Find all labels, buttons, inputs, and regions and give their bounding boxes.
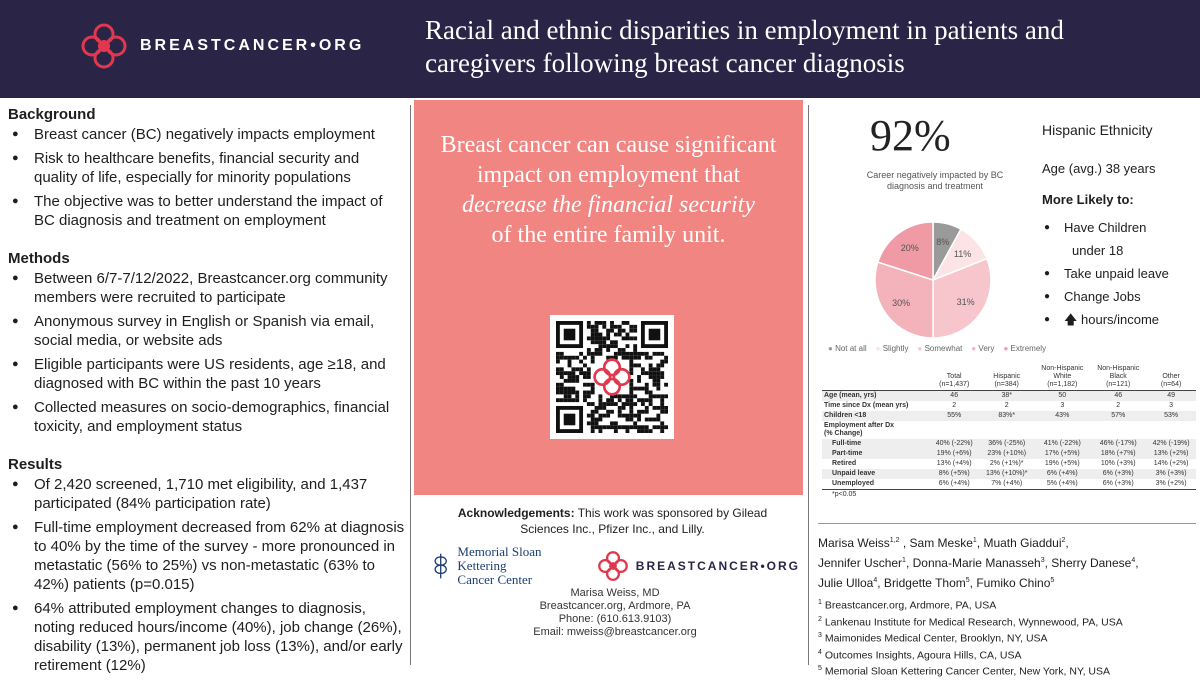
list-item: ● Have Children [1042, 216, 1200, 239]
affiliation-item: $^5$ Memorial Sloan Kettering Cancer Center, New York, NY, USA [818, 665, 1111, 678]
results-heading: Results [8, 456, 63, 473]
more-likely-heading: More Likely to: [1042, 192, 1134, 207]
affiliation-item: $^3$ Maimonides Medical Center, Brooklyn, NY, USA [818, 632, 1048, 645]
big-stat-caption: Career negatively impacted by BC diagnosis and treatment [866, 170, 1004, 191]
legend-swatch-icon: ● [828, 344, 836, 353]
knot-logo-icon [78, 20, 130, 72]
callout-italic: decrease the financial security [461, 192, 755, 218]
demographics-table [822, 364, 1196, 500]
affiliation-item: $^2$ Lankenau Institute for Medical Research, Wynnewood, PA, USA [818, 615, 1123, 628]
affiliation-item: $^1$ Breastcancer.org, Ardmore, PA, USA [818, 599, 997, 612]
author-list: Marisa Weiss$^{1,2}$ , Sam Meske$^1$, Muath Giaddui$^2$, Jennifer Uscher$^1$, Donna-Marie Manasseh$^3$, Sherry Danese$^4$, Julie Ulloa$^4$, Bridgette Thom$^5$, Fumiko Chino$^5$ [818, 536, 1139, 590]
legend-swatch-icon: ● [971, 344, 979, 353]
sponsor-logos [430, 544, 800, 587]
qr-code-icon [556, 321, 668, 433]
left-column [8, 105, 406, 680]
table-row: Age (mean, yrs) 46 38* 50 46 49 [822, 391, 1196, 402]
table-row: Retired 13% (+4%) 2% (+1%)* 19% (+5%) 10% (+3%) 14% (+2%) [832, 460, 1189, 467]
pie-data-label: 31% [956, 297, 975, 308]
legend-entry [918, 344, 963, 353]
contact-name: Marisa Weiss, MD [570, 587, 660, 599]
legend-entry [971, 344, 994, 353]
callout-text [414, 130, 803, 250]
callout-panel [414, 100, 803, 495]
hours-income-label: hours/income [1081, 312, 1160, 327]
table-footnote: *p<0.05 [822, 490, 929, 501]
mskcc-line1: Memorial Sloan Kettering [457, 544, 542, 573]
list-item: ● Full-time employment decreased from 62% at diagnosis to 40% by the time of the survey - more pronounced in metastatic (56% to 25%) vs non-metastatic (63% to 42%) patients (p=0.015) [8, 518, 406, 594]
list-item: ● Take unpaid leave [1042, 262, 1200, 285]
methods-list [8, 269, 406, 436]
list-item: ● The objective was to better understand the impact of BC diagnosis and treatment on employment [8, 192, 406, 230]
list-item: ● 64% attributed employment changes to diagnosis, noting reduced hours/income (40%), job change (26%), disability (13%), permanent job loss (13%), and/or early retirement (12%) [8, 599, 406, 675]
contact-phone: Phone: (610.613.9103) [558, 613, 672, 625]
table-row: Full-time 40% (-22%) 36% (-25%) 41% (-22%) 46% (-17%) 42% (-19%) [822, 439, 1196, 449]
legend-entry [1003, 344, 1046, 353]
column-divider [410, 105, 411, 665]
header-banner [0, 0, 1200, 98]
list-item: ● Risk to healthcare benefits, financial security and quality of life, especially for minority populations [8, 149, 406, 187]
list-item: ● Collected measures on socio-demographics, financial toxicity, and employment status [8, 398, 406, 436]
col-header: Other (n=64) [1160, 373, 1182, 388]
contact-email[interactable]: Email: mweiss@breastcancer.org [533, 626, 697, 638]
list-item: ● Eligible participants were US residents, age ≥18, and diagnosed with BC within the past 10 years [8, 355, 406, 393]
table-footnote-row [822, 490, 1196, 501]
col-header: Non-Hispanic Black (n=121) [1097, 365, 1140, 388]
right-column [818, 100, 1200, 520]
legend-swatch-icon: ● [1003, 344, 1011, 353]
table-row: Unemployed 6% (+4%) 7% (+4%) 5% (+4%) 6% (+3%) 3% (+2%) [832, 480, 1187, 487]
table-row: Part-time 19% (+6%) 23% (+10%) 17% (+5%) 18% (+7%) 13% (+2%) [822, 449, 1196, 459]
col-header: Non-Hispanic White (n=1,182) [1041, 365, 1084, 388]
pie-data-label: 11% [953, 248, 972, 259]
table-row: Unpaid leave 8% (+5%) 13% (+10%)* 6% (+4%) 6% (+3%) 3% (+3%) [822, 469, 1196, 479]
mskcc-line2: Cancer Center [457, 572, 533, 587]
table-row: Employment after Dx (% Change) [824, 422, 895, 437]
acknowledgements [440, 505, 785, 537]
legend-entry [828, 344, 867, 353]
poster-title: Racial and ethnic disparities in employment in patients and caregivers following breast cancer diagnosis [425, 15, 1064, 78]
callout-line1: Breast cancer can cause significant impact on employment that [440, 132, 777, 188]
pie-data-label: 30% [892, 298, 911, 309]
legend-swatch-icon: ● [917, 344, 925, 353]
up-arrow-icon: 🡅 [1064, 312, 1078, 327]
logo-text: BREASTCANCER•ORG [635, 559, 800, 573]
pie-chart [868, 218, 998, 342]
results-list [8, 475, 406, 675]
mskcc-logo [430, 545, 570, 587]
col-header: Hispanic (n=384) [993, 373, 1021, 388]
legend-label: Very [978, 344, 995, 353]
legend-label: Not at all [835, 344, 867, 353]
list-item: under 18 [1072, 243, 1124, 258]
background-list [8, 125, 406, 230]
list-item: ● Change Jobs [1042, 285, 1200, 308]
column-divider [808, 105, 809, 665]
hispanic-heading: Hispanic Ethnicity [1042, 122, 1153, 138]
legend-label: Extremely [1010, 344, 1047, 353]
qr-code[interactable] [550, 315, 674, 439]
knot-logo-icon [596, 549, 630, 583]
legend-entry [876, 344, 909, 353]
legend-label: Slightly [882, 344, 909, 353]
table-header-row [822, 364, 1196, 391]
list-item: ● Anonymous survey in English or Spanish via email, social media, or website ads [8, 312, 406, 350]
breastcancer-org-logo [78, 20, 364, 72]
ack-label: Acknowledgements: [457, 506, 575, 520]
logo-text: BREASTCANCER•ORG [140, 37, 365, 54]
pie-legend [828, 344, 1046, 353]
list-item: ● Of 2,420 screened, 1,710 met eligibility, and 1,437 participated (84% participation rate) [8, 475, 406, 513]
pie-data-label: 8% [936, 236, 950, 247]
contact-info [470, 587, 760, 639]
age-text: Age (avg.) 38 years [1042, 161, 1156, 176]
affiliations [818, 596, 1198, 679]
breastcancer-org-logo-small [596, 549, 800, 583]
list-item: ● Between 6/7-7/12/2022, Breastcancer.org community members were recruited to participate [8, 269, 406, 307]
ack-text: This work was sponsored by Gilead Sciences Inc., Pfizer Inc., and Lilly. [520, 506, 768, 536]
more-likely-list [1042, 216, 1200, 331]
list-item: ● Breast cancer (BC) negatively impacts employment [8, 125, 406, 144]
pie-data-label: 20% [900, 243, 919, 254]
mskcc-emblem-icon [430, 549, 451, 583]
big-stat: 92% [870, 111, 951, 160]
list-item [1042, 308, 1200, 331]
methods-heading: Methods [8, 250, 70, 267]
callout-line3: of the entire family unit. [491, 222, 726, 248]
legend-label: Somewhat [924, 344, 963, 353]
background-heading: Background [8, 106, 96, 123]
section-divider [818, 523, 1196, 524]
col-header: Total (n=1,437) [939, 373, 970, 388]
table-row: Time since Dx (mean yrs) 2 2 3 2 3 [824, 402, 1174, 409]
table-row: Children <18 55% 83%* 43% 57% 53% [822, 411, 1196, 421]
legend-swatch-icon: ● [875, 344, 883, 353]
contact-org: Breastcancer.org, Ardmore, PA [539, 600, 691, 612]
affiliation-item: $^4$ Outcomes Insights, Agoura Hills, CA, USA [818, 648, 1022, 661]
